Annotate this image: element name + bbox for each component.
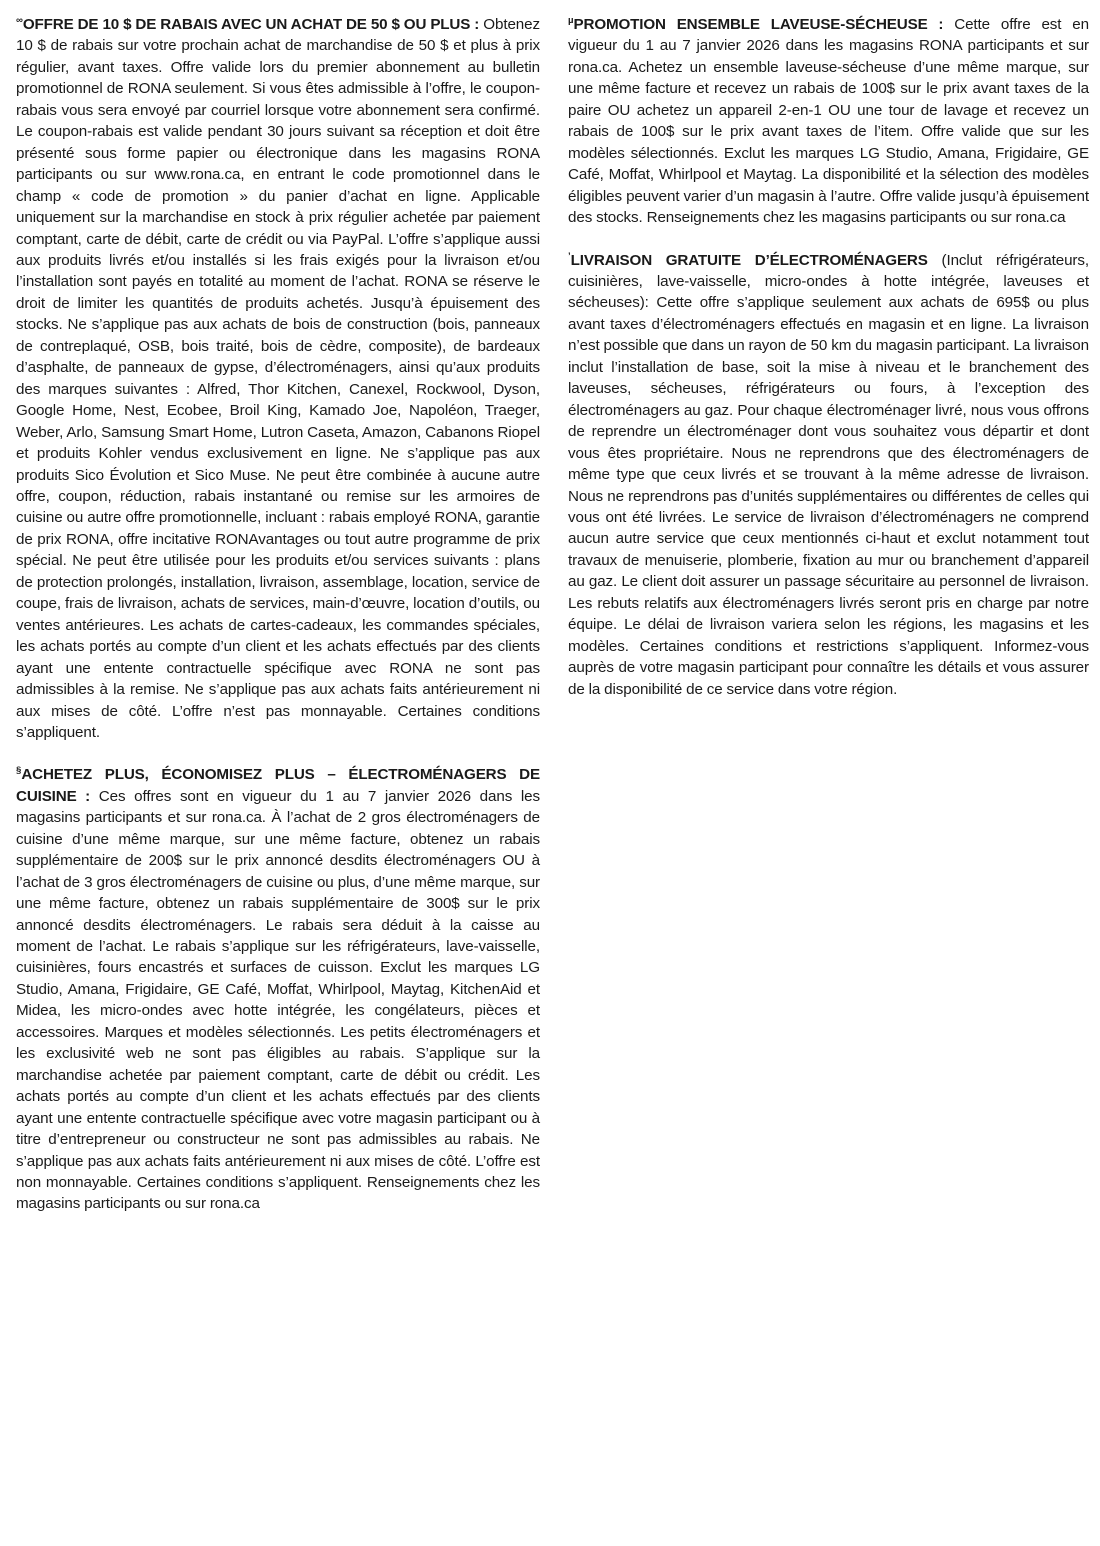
clause-heading: LIVRAISON GRATUITE D’ÉLECTROMÉNAGERS xyxy=(570,251,928,269)
footnote-marker-mu: µ xyxy=(568,14,574,26)
clause-body: Ces offres sont en vigueur du 1 au 7 janvier 2026 dans les magasins participants et sur rona.ca. À l’achat de 2 gros électroménagers de cuisine d’une même marque, sur une même facture, obtenez un rabais supplémentaire de 200$ sur le prix annoncé desdits électroménagers OU à l’achat de 3 gros électroménagers de cuisine ou plus, d’une même marque, sur une même facture, obtenez un rabais supplémentaire de 300$ sur le prix annoncé desdits électroménagers. Le rabais sera déduit à la caisse au moment de l’achat. Le rabais s’applique sur les réfrigérateurs, lave-vaisselle, cuisinières, fours encastrés et surfaces de cuisson. Exclut les marques LG Studio, Amana, Frigidaire, GE Café, Moffat, Whirlpool, Maytag, KitchenAid et Midea, les micro-ondes avec hotte intégrée, les congélateurs, pièces et accessoires. Marques et modèles sélectionnés. Les petits électroménagers et les exclusivité web ne sont pas éligibles au rabais. S’applique sur la marchandise achetée par paiement comptant, carte de débit ou crédit. Les achats portés au compte d’un client et les achats effectués par des clients ayant une entente contractuelle spécifique avec votre magasin participant ou à titre d’entrepreneur ou constructeur ne sont pas admissibles au rabais. Ne s’applique pas aux achats faits antérieurement ni aux mises de côté. L’offre est non monnayable. Certaines conditions s’appliquent. Renseignements chez les magasins participants ou sur rona.ca xyxy=(16,787,540,1213)
clause-heading: ACHETEZ PLUS, ÉCONOMISEZ PLUS – ÉLECTROMÉNAGERS DE CUISINE : xyxy=(16,766,540,805)
footnote-marker-section: § xyxy=(16,765,22,777)
clause-heading: OFFRE DE 10 $ DE RABAIS AVEC UN ACHAT DE 50 $ OU PLUS : xyxy=(22,16,480,33)
clause-body: Obtenez 10 $ de rabais sur votre prochain achat de marchandise de 50 $ et plus à prix régulier, avant taxes. Offre valide lors du premier abonnement au bulletin promotionnel de RONA seulement. Si vous êtes admissible à l’offre, le coupon-rabais vous sera envoyé par courriel lorsque votre abonnement sera confirmé. Le coupon-rabais est valide pendant 30 jours suivant sa réception et doit être présenté sous forme papier ou électronique dans les magasins RONA participants ou sur www.rona.ca, en entrant le code promotionnel dans le champ « code de promotion » du panier d’achat en ligne. Applicable uniquement sur la marchandise en stock à prix régulier achetée par paiement comptant, carte de débit, carte de crédit ou via PayPal. L’offre s’applique aussi aux produits livrés et/ou installés si les frais exigés pour la livraison et/ou l’installation sont payés en totalité au moment de l’achat. RONA se réserve le droit de limiter les quantités de produits achetés. Jusqu’à épuisement des stocks. Ne s’applique pas aux achats de bois de construction (bois, panneaux de contreplaqué, OSB, bois traité, bois de cèdre, composite), de bardeaux d’asphalte, de panneaux de gypse, d’électroménagers, ainsi qu’aux produits des marques suivantes : Alfred, Thor Kitchen, Canexel, Rockwool, Dyson, Google Home, Nest, Ecobee, Broil King, Kamado Joe, Napoléon, Traeger, Weber, Arlo, Samsung Smart Home, Lutron Caseta, Amazon, Cabanons Riopel et produits Kohler vendus exclusivement en ligne. Ne s’applique pas aux produits Sico Évolution et Sico Muse. Ne peut être combinée à aucune autre offre, coupon, réduction, rabais instantané ou remise sur les armoires de cuisine ou autre offre promotionnelle, incluant : rabais employé RONA, garantie de prix RONA, offre incitative RONAvantages ou tout autre programme de prix spécial. Ne peut être utilisée pour les produits et/ou services suivants : plans de protection prolongés, installation, livraison, assemblage, location, service de coupe, frais de livraison, achats de services, main-d’œuvre, location d’outils, ou ventes antérieures. Les achats de cartes-cadeaux, les commandes spéciales, les achats portés au compte d’un client et les achats effectués par des clients ayant une entente contractuelle spécifique avec RONA ne sont pas admissibles à la remise. Ne s’applique pas aux achats faits antérieurement ni aux mises de côté. L’offre n’est pas monnayable. Certaines conditions s’appliquent. xyxy=(16,16,540,741)
clause-achetez-plus-economisez-plus xyxy=(16,764,540,1215)
clause-body: Cette offre est en vigueur du 1 au 7 janvier 2026 dans les magasins RONA participants et sur rona.ca. Achetez un ensemble laveuse-sécheuse d’une même marque, sur une même facture et recevez un rabais de 100$ sur le prix avant taxes de la paire OU achetez un appareil 2-en-1 OU une tour de lavage et recevez un rabais de 100$ sur le prix avant taxes de l’item. Offre valide que sur les modèles sélectionnés. Exclut les marques LG Studio, Amana, Frigidaire, GE Café, Moffat, Whirlpool et Maytag. La disponibilité et la sélection des modèles éligibles peuvent varier d’un magasin à l’autre. Offre valide jusqu’à épuisement des stocks. Renseignements chez les magasins participants ou sur rona.ca xyxy=(568,16,1089,227)
clause-offre-10-rabais xyxy=(16,14,540,743)
footnote-marker-apostrophe: ’ xyxy=(568,250,571,262)
clause-body: (Inclut réfrigérateurs, cuisinières, lave-vaisselle, micro-ondes à hotte intégrée, laveuses et sécheuses): Cette offre s’applique seulement aux achats de 695$ ou plus avant taxes d’électroménagers effectués en magasin et en ligne. La livraison n’est possible que dans un rayon de 50 km du magasin participant. La livraison inclut l’installation de base, soit la mise à niveau et le branchement des laveuses, sécheuses, réfrigérateurs ou fours, à l’exception des électroménagers au gaz. Pour chaque électroménager livré, nous vous offrons de reprendre un électroménager dont vous souhaitez vous départir et dont vous êtes propriétaire. Nous ne reprendrons que des électroménagers de même type que ceux livrés et se trouvant à la même adresse de livraison. Nous ne reprendrons pas d’unités supplémentaires ou différentes de celles qui vous ont été livrées. Le service de livraison d’électroménagers ne comprend aucun autre service que ceux mentionnés ci-haut et exclut notamment tout travaux de menuiserie, plomberie, fixation au mur ou branchement d’appareil au gaz. Le client doit assurer un passage sécuritaire au personnel de livraison. Les rebuts relatifs aux électroménagers livrés seront pris en charge par notre équipe. Le délai de livraison variera selon les régions, les magasins et les modèles. Certaines conditions et restrictions s’appliquent. Informez-vous auprès de votre magasin participant pour connaître les détails et vous assurer de la disponibilité de ce service dans votre région. xyxy=(568,251,1089,698)
clause-livraison-gratuite-electromenagers xyxy=(568,250,1089,701)
right-column xyxy=(568,14,1089,700)
left-column xyxy=(16,14,540,1215)
clause-promotion-ensemble-laveuse-secheuse xyxy=(568,14,1089,229)
footnote-marker-infinity: ∞ xyxy=(16,14,23,26)
two-column-layout xyxy=(16,14,1089,1215)
clause-heading: PROMOTION ENSEMBLE LAVEUSE-SÉCHEUSE : xyxy=(573,16,944,33)
